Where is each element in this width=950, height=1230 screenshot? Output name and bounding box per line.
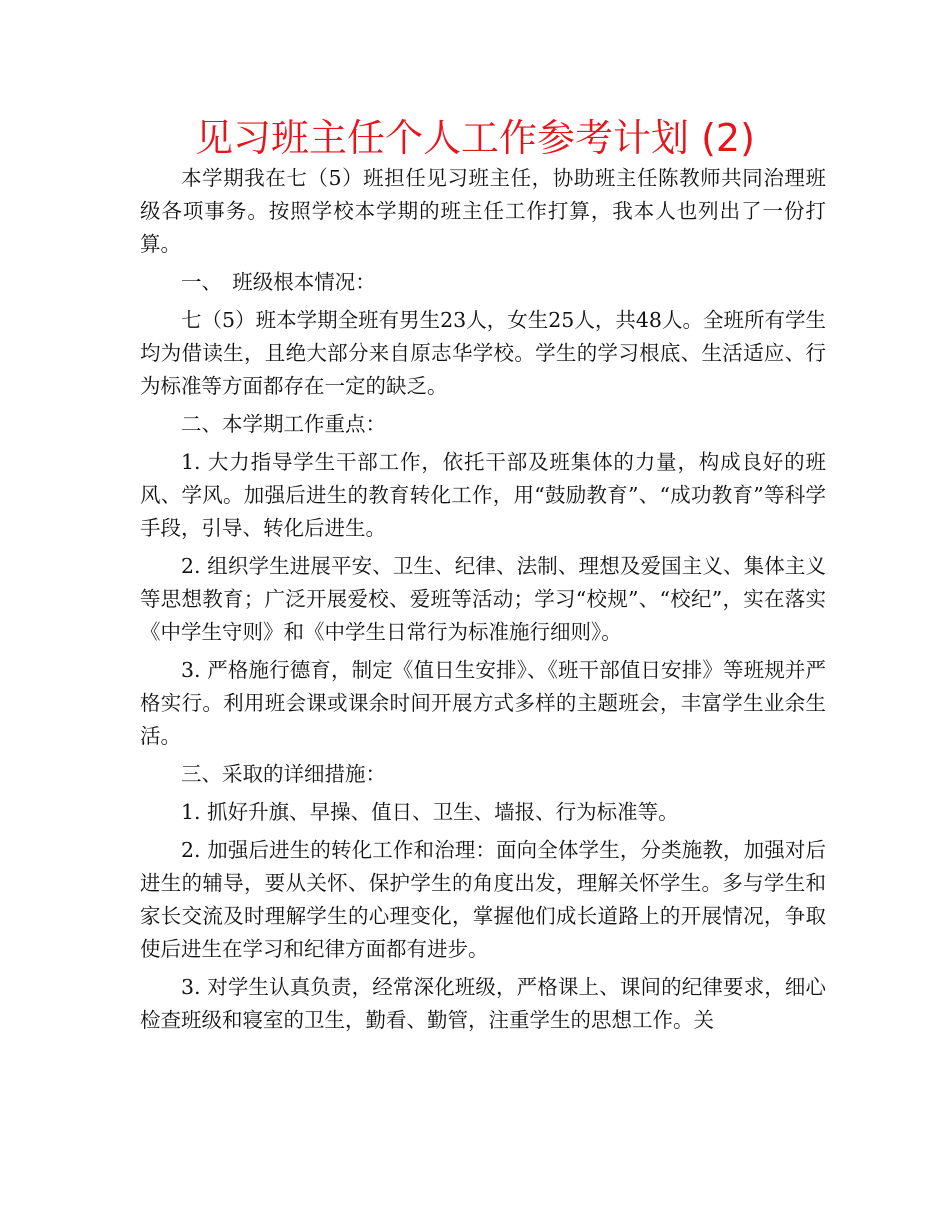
paragraph-work-focus-3: 3. 严格施行德育，制定《值日生安排》、《班干部值日安排》等班规并严格实行。利用班会课或课余时间开展方式多样的主题班会，丰富学生业余生活。 [140,658,826,748]
heading-measures: 三、采取的详细措施： [181,762,386,786]
paragraph-intro: 本学期我在七（5）班担任见习班主任，协助班主任陈教师共同治理班级各项事务。按照学校本学期的班主任工作打算，我本人也列出了一份打算。 [140,166,826,256]
paragraph-measure-2: 2. 加强后进生的转化工作和治理：面向全体学生，分类施教，加强对后进生的辅导，要从关怀、保护学生的角度出发，理解关怀学生。多与学生和家长交流及时理解学生的心理变化，掌握他们成长道路上的开展情况，争取使后进生在学习和纪律方面都有进步。 [140,838,826,961]
document-body [140,162,826,1042]
document-title: 见习班主任个人工作参考计划 (2) [195,116,755,160]
heading-class-situation: 一、 班级根本情况： [181,270,376,294]
paragraph-work-focus-2: 2. 组织学生进展平安、卫生、纪律、法制、理想及爱国主义、集体主义等思想教育；广泛开展爱校、爱班等活动；学习“校规”、“校纪”，实在落实《中学生守则》和《中学生日常行为标准施行细则》。 [140,554,826,644]
paragraph-work-focus-1: 1. 大力指导学生干部工作，依托干部及班集体的力量，构成良好的班风、学风。加强后进生的教育转化工作，用“鼓励教育”、“成功教育”等科学手段，引导、转化后进生。 [140,450,826,540]
paragraph-class-situation: 七（5）班本学期全班有男生23人，女生25人，共48人。全班所有学生均为借读生，且绝大部分来自原志华学校。学生的学习根底、生活适应、行为标准等方面都存在一定的缺乏。 [140,308,826,398]
paragraph-measure-3: 3. 对学生认真负责，经常深化班级，严格课上、课间的纪律要求，细心检查班级和寝室的卫生，勤看、勤管，注重学生的思想工作。关 [140,975,826,1032]
paragraph-measure-1: 1. 抓好升旗、早操、值日、卫生、墙报、行为标准等。 [181,800,679,824]
heading-work-focus: 二、本学期工作重点： [181,412,386,436]
